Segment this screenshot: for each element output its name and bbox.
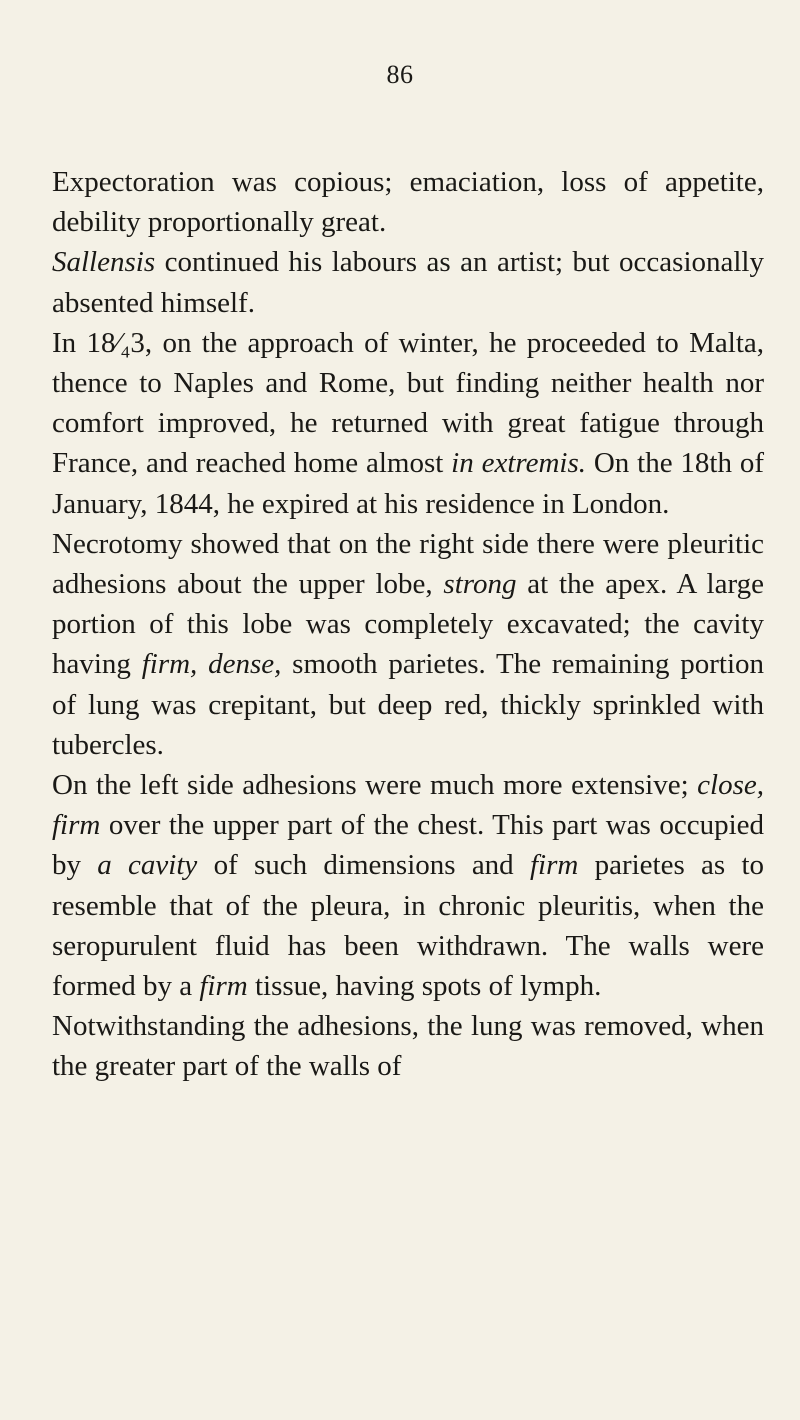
text-segment: at the apex. A large portion of this lobe was completely excavated; the cavity having (52, 568, 764, 681)
italic-segment: firm (529, 849, 579, 882)
italic-segment: firm, dense, (141, 648, 282, 681)
italic-segment: a cavity (97, 849, 198, 882)
text-segment: of such dimensions and (197, 849, 530, 882)
italic-segment: in extremis. (451, 447, 586, 480)
text-segment: parietes as to resemble that of the pleura, in chronic pleuritis, when the seropurulent fluid has been withdrawn. The walls were formed by a (52, 849, 765, 1003)
paragraph-journey (52, 323, 764, 524)
text-segment: tissue, having spots of lymph. (247, 970, 602, 1003)
italic-segment: Sallensis (52, 246, 156, 279)
text-segment: smooth parietes. The remaining portion of lung was crepitant, but deep red, thickly sprinkled with tubercles. (52, 648, 764, 761)
italic-segment: close, firm (52, 769, 764, 842)
paragraph-left-side (52, 765, 764, 1006)
paragraph-notwithstanding (52, 1006, 764, 1086)
page-number: 86 (386, 60, 414, 89)
text-segment: over the upper part of the chest. This part was occupied by (52, 809, 764, 882)
text-segment: In 18⁄₄3, on the approach of winter, he proceeded to Malta, thence to Naples and Rome, but finding neither health nor comfort improved, he returned with great fatigue through France, and reached home almost (52, 326, 764, 480)
text-segment: Expectoration was copious; emaciation, loss of appetite, debility proportionally great. (52, 166, 764, 239)
paragraph-sallensis (52, 242, 764, 322)
text-segment: On the 18th of January, 1844, he expired at his residence in London. (52, 447, 764, 520)
paragraph-expectoration (52, 162, 764, 242)
text-segment: continued his labours as an artist; but occasionally absented himself. (52, 246, 764, 319)
text-segment: Notwithstanding the adhesions, the lung was removed, when the greater part of the walls of (52, 1010, 764, 1083)
italic-segment: strong (443, 568, 517, 601)
text-segment: On the left side adhesions were much more extensive; (52, 769, 698, 802)
page-body (52, 162, 764, 1087)
text-segment: Necrotomy showed that on the right side there were pleuritic adhesions about the upper lobe, (52, 527, 764, 601)
paragraph-necrotomy-right (52, 524, 764, 765)
italic-segment: firm (199, 970, 248, 1003)
